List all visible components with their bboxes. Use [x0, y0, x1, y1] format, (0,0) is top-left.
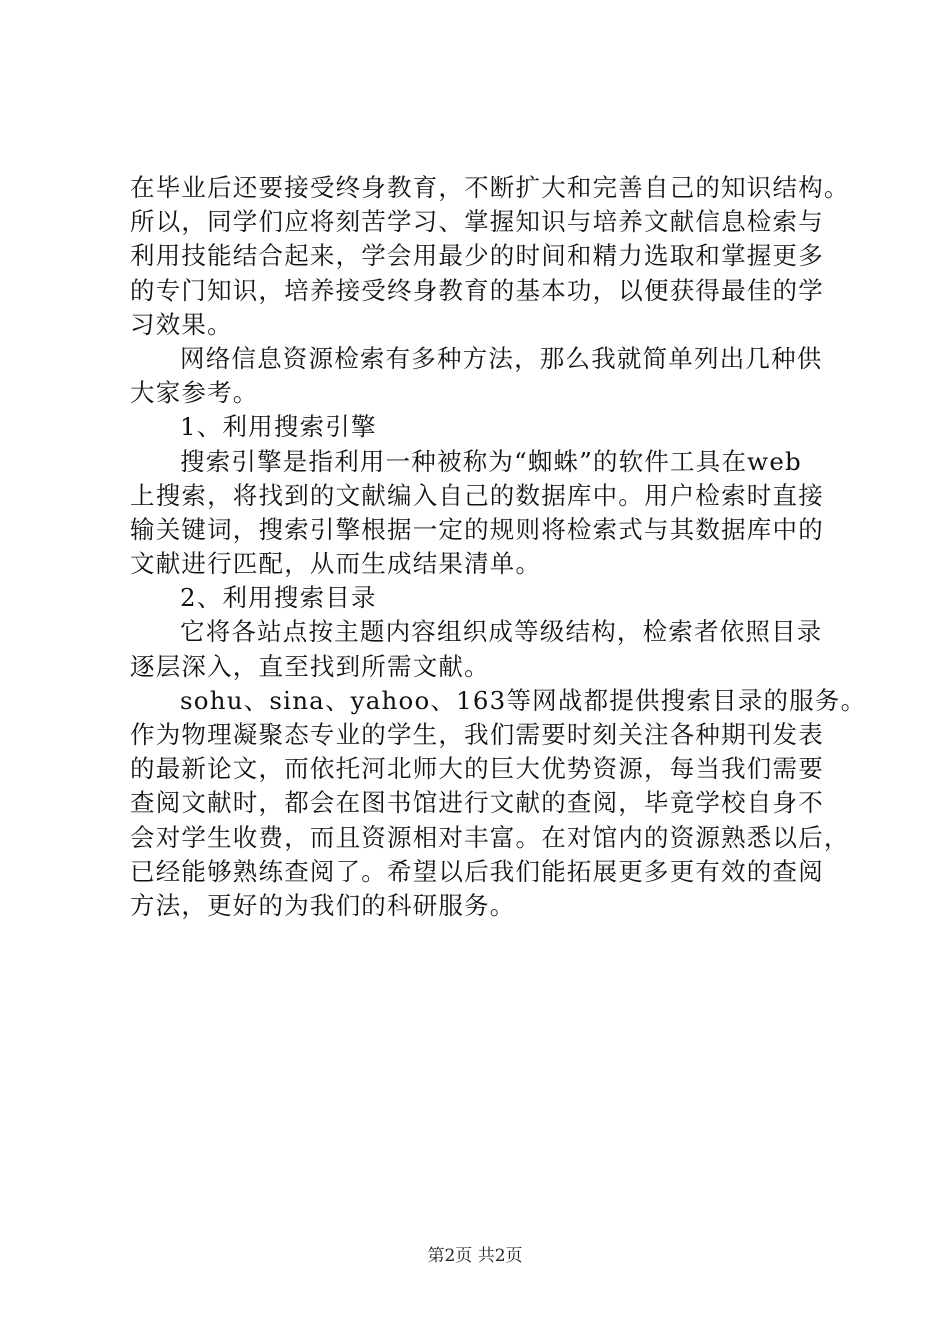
body-line: 习效果。	[130, 309, 233, 339]
section-heading-search-engine: 1、利用搜索引擎	[180, 412, 377, 442]
body-line: 查阅文献时，都会在图书馆进行文献的查阅，毕竟学校自身不	[130, 788, 824, 818]
section-heading-search-directory: 2、利用搜索目录	[180, 583, 377, 613]
page-number-footer: 第2页 共2页	[427, 1246, 523, 1266]
body-line: 利用技能结合起来，学会用最少的时间和精力选取和掌握更多	[130, 241, 824, 271]
body-line: 输关键词，搜索引擎根据一定的规则将检索式与其数据库中的	[130, 514, 824, 544]
paragraph-first-line: sohu、sina、yahoo、163等网战都提供搜索目录的服务。	[180, 685, 867, 715]
document-body	[130, 171, 867, 923]
body-line: 会对学生收费，而且资源相对丰富。在对馆内的资源熟悉以后，	[130, 822, 850, 852]
body-line: 在毕业后还要接受终身教育，不断扩大和完善自己的知识结构。	[130, 173, 850, 202]
paragraph-first-line: 网络信息资源检索有多种方法，那么我就简单列出几种供	[180, 343, 823, 373]
paragraph-first-line: 它将各站点按主题内容组织成等级结构，检索者依照目录	[180, 617, 823, 647]
body-line: 的最新论文，而依托河北师大的巨大优势资源，每当我们需要	[130, 754, 824, 784]
paragraph-first-line: 搜索引擎是指利用一种被称为“蜘蛛”的软件工具在web	[180, 446, 802, 476]
body-line: 文献进行匹配，从而生成结果清单。	[130, 549, 542, 579]
body-line: 大家参考。	[130, 378, 259, 408]
body-line: 已经能够熟练查阅了。希望以后我们能拓展更多更有效的查阅	[130, 856, 824, 886]
body-line: 作为物理凝聚态专业的学生，我们需要时刻关注各种期刊发表	[130, 720, 824, 749]
body-line: 逐层深入，直至找到所需文献。	[130, 651, 490, 681]
body-line: 方法，更好的为我们的科研服务。	[130, 890, 516, 920]
body-line: 的专门知识，培养接受终身教育的基本功，以便获得最佳的学	[130, 275, 824, 305]
body-line: 上搜索，将找到的文献编入自己的数据库中。用户检索时直接	[130, 480, 824, 510]
body-line: 所以，同学们应将刻苦学习、掌握知识与培养文献信息检索与	[130, 207, 824, 237]
